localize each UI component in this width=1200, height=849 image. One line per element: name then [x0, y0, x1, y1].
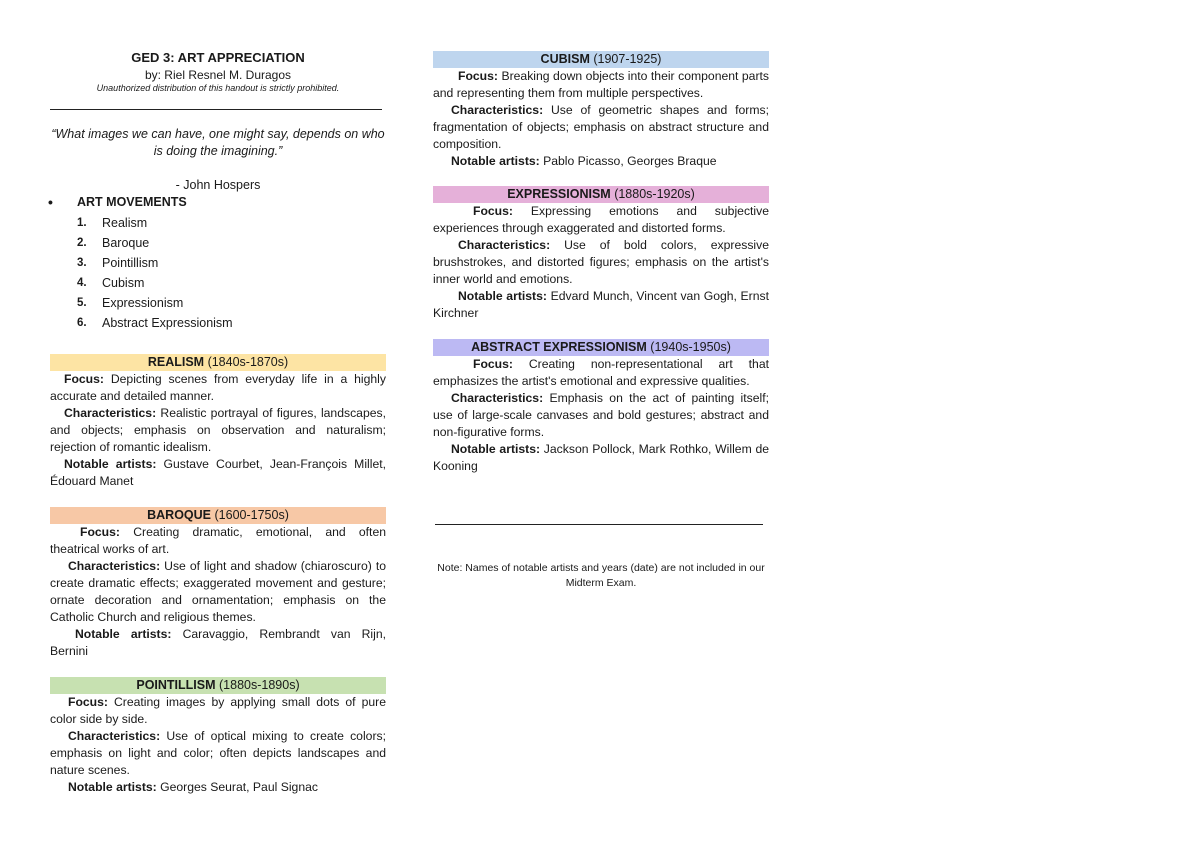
focus-text: Creating non-representational art that emphasizes the artist's emotional and expressive qualities.: [433, 357, 769, 388]
section-pointillism: [50, 677, 386, 796]
section-cubism: [433, 51, 769, 170]
artists-label: Notable artists:: [451, 442, 541, 456]
focus-text: Creating dramatic, emotional, and often theatrical works of art.: [50, 525, 387, 556]
toc-item-number: 5.: [77, 297, 87, 309]
characteristics-text: Use of light and shadow (chiaroscuro) to create dramatic effects; exaggerated movement and gesture; ornate decoration and ornamentation; emphasis on the Catholic Church and religious themes.: [50, 559, 386, 624]
toc-item-number: 1.: [77, 217, 87, 229]
characteristics-text: Use of geometric shapes and forms; fragmentation of objects; emphasis on abstract structure and composition.: [433, 103, 769, 151]
artists-text: Edvard Munch, Vincent van Gogh, Ernst Kirchner: [433, 289, 769, 320]
focus-text: Depicting scenes from everyday life in a highly accurate and detailed manner.: [50, 372, 386, 403]
characteristics-text: Realistic portrayal of figures, landscapes, and objects; emphasis on observation and naturalism; rejection of romantic idealism.: [50, 406, 386, 454]
toc-item-label: Pointillism: [102, 256, 159, 270]
focus-label: Focus:: [80, 525, 120, 539]
distribution-notice: Unauthorized distribution of this handout is strictly prohibited.: [96, 83, 340, 93]
characteristics-paragraph: [50, 558, 386, 626]
section-name: BAROQUE: [147, 508, 212, 522]
toc-heading-label: ART MOVEMENTS: [77, 195, 187, 209]
characteristics-paragraph: [433, 102, 769, 153]
focus-label: Focus:: [68, 695, 108, 709]
toc-item-label: Baroque: [102, 236, 150, 250]
section-name: POINTILLISM: [136, 678, 216, 692]
note-divider: [435, 524, 763, 525]
toc-item-label: Expressionism: [102, 296, 184, 310]
exam-note: Note: Names of notable artists and years (date) are not included in our Midterm Exam.: [437, 562, 765, 589]
section-header-cubism: [433, 51, 769, 68]
focus-paragraph: [50, 524, 386, 558]
section-header-pointillism: [50, 677, 386, 694]
toc-item-label: Cubism: [102, 276, 145, 290]
section-baroque: [50, 507, 386, 660]
characteristics-paragraph: [433, 390, 769, 441]
focus-paragraph: [50, 694, 386, 728]
focus-label: Focus:: [473, 357, 513, 371]
quote-text: “What images we can have, one might say, depends on who is doing the imagining.”: [51, 127, 385, 158]
artists-paragraph: [50, 456, 386, 490]
focus-paragraph: [433, 68, 769, 102]
section-years: (1840s-1870s): [207, 355, 289, 369]
header-divider: [50, 109, 382, 110]
toc-item-number: 6.: [77, 317, 87, 329]
artists-text: Pablo Picasso, Georges Braque: [543, 154, 717, 168]
focus-text: Expressing emotions and subjective experiences through exaggerated and distorted forms.: [433, 204, 769, 235]
section-name: REALISM: [147, 355, 205, 369]
characteristics-label: Characteristics:: [451, 391, 544, 405]
focus-paragraph: [433, 356, 769, 390]
toc-item-number: 3.: [77, 257, 87, 269]
section-name: EXPRESSIONISM: [507, 187, 611, 201]
artists-paragraph: [433, 288, 769, 322]
artists-paragraph: [433, 153, 769, 170]
characteristics-paragraph: [433, 237, 769, 288]
section-name: CUBISM: [540, 52, 590, 66]
section-years: (1940s-1950s): [650, 340, 731, 354]
section-abstract-expressionism: [433, 339, 769, 475]
artists-text: Jackson Pollock, Mark Rothko, Willem de Kooning: [433, 442, 770, 473]
focus-text: Breaking down objects into their component parts and representing them from multiple perspectives.: [433, 69, 769, 100]
toc-item-label: Realism: [102, 216, 148, 230]
characteristics-text: Use of optical mixing to create colors; emphasis on light and color; often depicts landscapes and nature scenes.: [50, 729, 386, 777]
author-line: by: Riel Resnel M. Duragos: [144, 68, 292, 82]
artists-label: Notable artists:: [64, 457, 157, 471]
section-realism: [50, 354, 386, 490]
section-years: (1907-1925): [593, 52, 662, 66]
bullet-icon: •: [48, 194, 53, 210]
toc-item-number: 4.: [77, 277, 87, 289]
toc-item-number: 2.: [77, 237, 87, 249]
focus-paragraph: [433, 203, 769, 237]
artists-paragraph: [50, 779, 386, 796]
focus-label: Focus:: [458, 69, 498, 83]
artists-label: Notable artists:: [68, 780, 157, 794]
characteristics-text: Use of bold colors, expressive brushstrokes, and distorted figures; emphasis on the artist's inner world and emotions.: [433, 238, 769, 286]
artists-label: Notable artists:: [458, 289, 547, 303]
artists-label: Notable artists:: [75, 627, 172, 641]
characteristics-label: Characteristics:: [451, 103, 544, 117]
section-expressionism: [433, 186, 769, 322]
quote-attribution: - John Hospers: [175, 178, 261, 192]
characteristics-text: Emphasis on the act of painting itself; use of large-scale canvases and bold gestures; abstract and non-figurative forms.: [433, 391, 769, 439]
section-name: ABSTRACT EXPRESSIONISM: [471, 340, 647, 354]
characteristics-label: Characteristics:: [458, 238, 551, 252]
section-years: (1880s-1920s): [614, 187, 695, 201]
focus-paragraph: [50, 371, 386, 405]
characteristics-label: Characteristics:: [68, 559, 161, 573]
page-title: GED 3: ART APPRECIATION: [131, 50, 305, 65]
artists-label: Notable artists:: [451, 154, 540, 168]
characteristics-paragraph: [50, 728, 386, 779]
artists-text: Gustave Courbet, Jean-François Millet, Édouard Manet: [50, 457, 387, 488]
section-header-baroque: [50, 507, 386, 524]
artists-paragraph: [433, 441, 769, 475]
focus-label: Focus:: [473, 204, 513, 218]
focus-label: Focus:: [64, 372, 104, 386]
artists-paragraph: [50, 626, 386, 660]
characteristics-label: Characteristics:: [64, 406, 157, 420]
section-years: (1600-1750s): [214, 508, 289, 522]
artists-text: Caravaggio, Rembrandt van Rijn, Bernini: [50, 627, 387, 658]
toc-item-label: Abstract Expressionism: [102, 316, 233, 330]
section-header-expressionism: [433, 186, 769, 203]
artists-text: Georges Seurat, Paul Signac: [160, 780, 318, 794]
section-header-abstract-expressionism: [433, 339, 769, 356]
characteristics-paragraph: [50, 405, 386, 456]
focus-text: Creating images by applying small dots of pure color side by side.: [50, 695, 386, 726]
section-years: (1880s-1890s): [219, 678, 300, 692]
characteristics-label: Characteristics:: [68, 729, 161, 743]
section-header-realism: [50, 354, 386, 371]
